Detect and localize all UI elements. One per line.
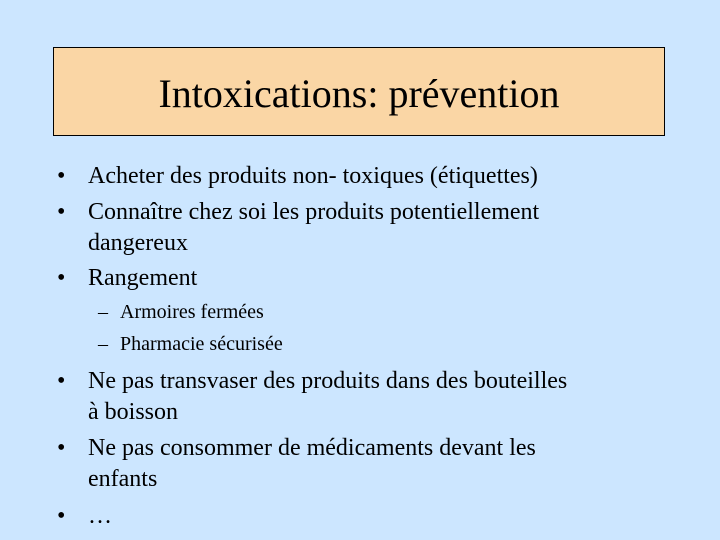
bullet-text-line-2: à boisson <box>88 399 178 425</box>
bullet-text: Rangement <box>88 265 198 291</box>
bullet-item <box>57 195 677 263</box>
bullet-text-line-2: enfants <box>88 466 158 492</box>
bullet-text: … <box>88 503 112 529</box>
bullet-text: Acheter des produits non- toxiques (étiquettes) <box>88 163 538 189</box>
bullet-icon <box>57 195 77 229</box>
bullet-item <box>57 499 257 533</box>
bullet-item <box>57 364 697 432</box>
bullet-text-line-1: Connaître chez soi les produits potentiellement <box>88 199 540 225</box>
sub-bullet-item <box>98 296 498 328</box>
bullet-icon <box>57 431 77 465</box>
bullet-icon <box>57 499 77 533</box>
bullet-icon <box>57 364 77 398</box>
dash-icon: – <box>98 333 108 355</box>
bullet-icon <box>57 261 77 295</box>
title-box <box>53 47 665 136</box>
bullet-item <box>57 159 677 193</box>
bullet-text-line-1: Ne pas consommer de médicaments devant les <box>88 435 536 461</box>
sub-bullet-text: Pharmacie sécurisée <box>120 333 283 355</box>
bullet-text-line-1: Ne pas transvaser des produits dans des bouteilles <box>88 368 568 394</box>
sub-bullet-text: Armoires fermées <box>120 301 264 323</box>
sub-bullet-item <box>98 328 498 360</box>
bullet-text-line-2: dangereux <box>88 230 188 256</box>
bullet-item <box>57 261 677 295</box>
bullet-item <box>57 431 697 499</box>
slide-title: Intoxications: prévention <box>158 70 560 116</box>
bullet-icon <box>57 159 77 193</box>
dash-icon: – <box>98 301 108 323</box>
